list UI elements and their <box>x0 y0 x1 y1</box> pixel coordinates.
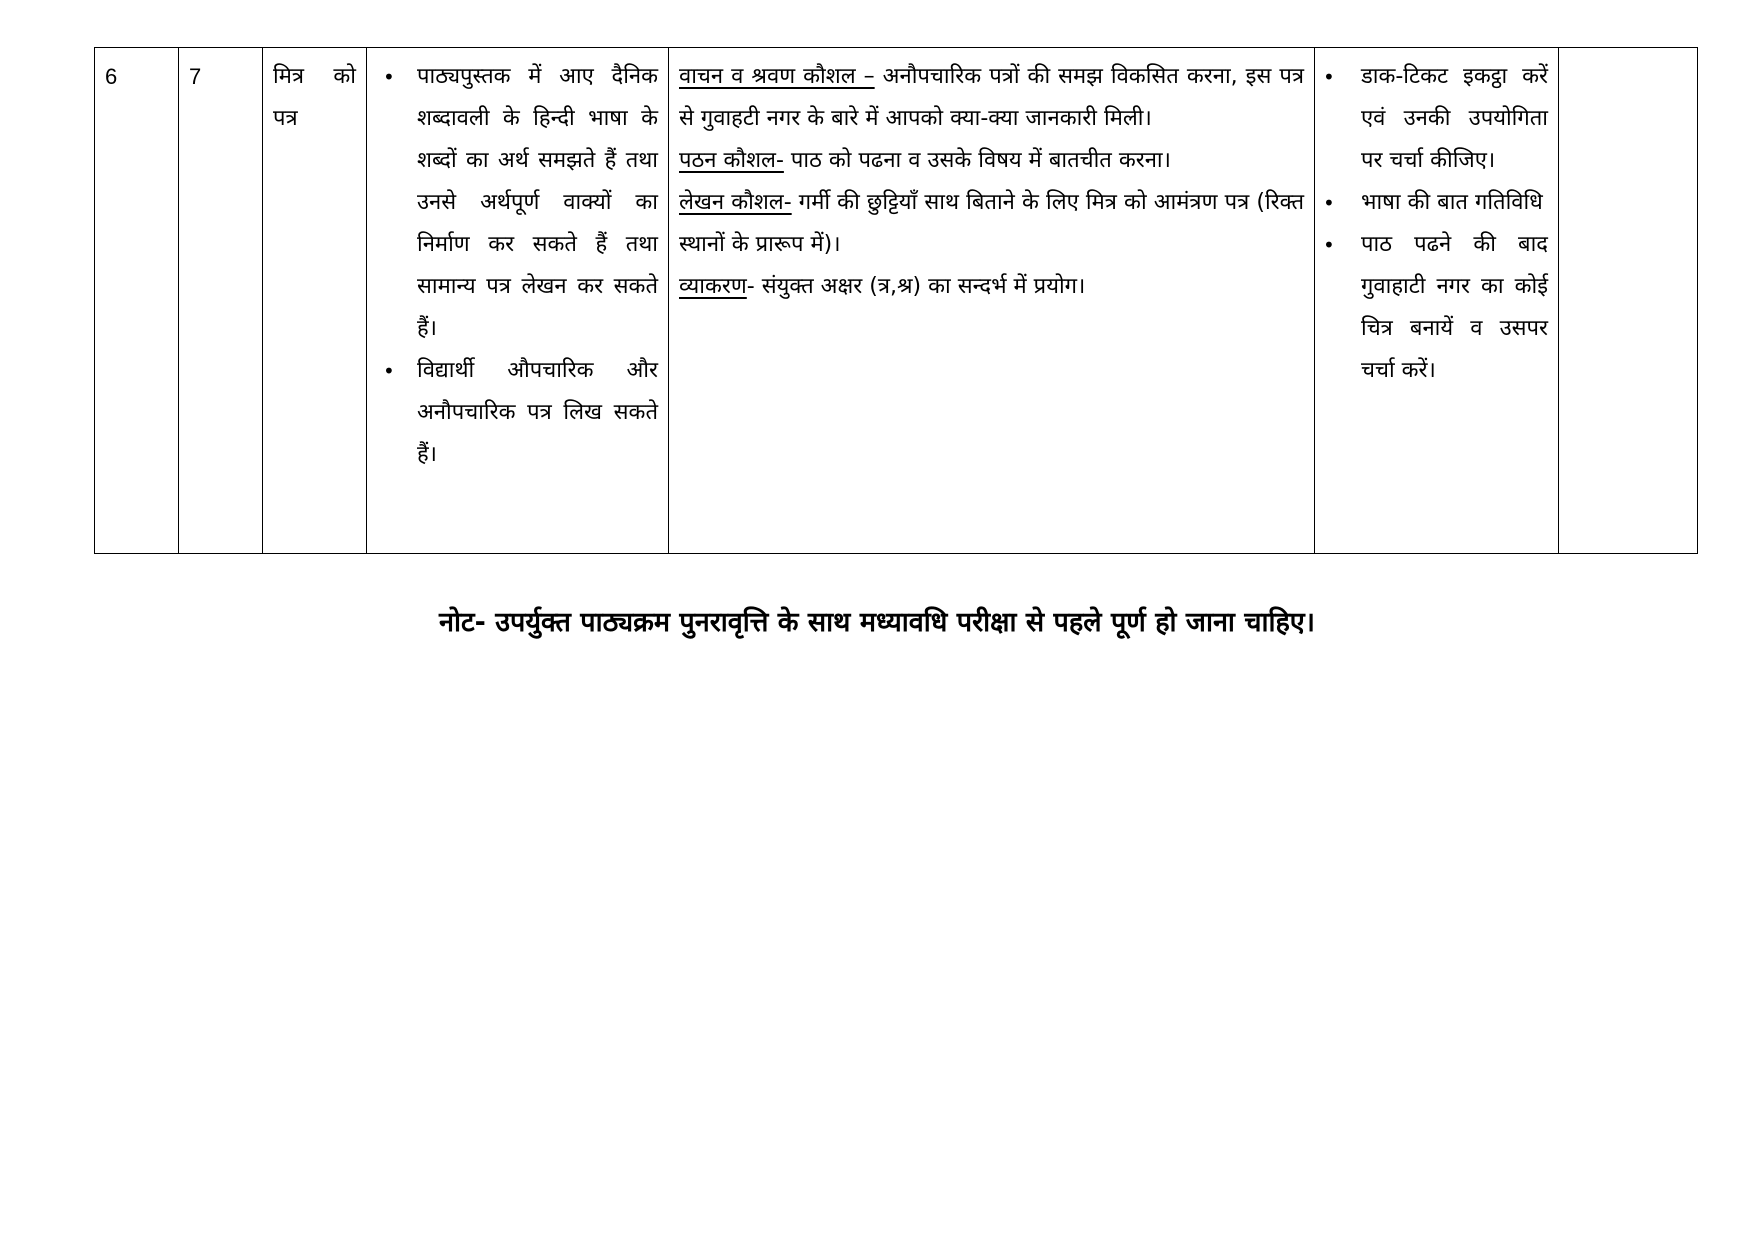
skill-text: अनौपचारिक पत्रों की समझ विकसित करना, इस पत्र से गुवाहटी नगर के बारे में आपको क्या-क्या जानकारी मिली। <box>679 64 1305 131</box>
skill-text: - संयुक्त अक्षर (त्र,श्र) का सन्दर्भ में प्रयोग। <box>746 274 1086 299</box>
lesson-name-cell <box>263 48 367 554</box>
syllabus-table <box>94 47 1698 554</box>
skill-text: पाठ को पढना व उसके विषय में बातचीत करना। <box>783 148 1171 173</box>
list-item <box>1325 182 1548 224</box>
activity-text: डाक-टिकट इकट्ठा करें एवं उनकी उपयोगिता पर चर्चा कीजिए। <box>1361 64 1548 173</box>
lesson-name: मित्र को पत्र <box>273 64 356 131</box>
skill-label: व्याकरण <box>679 274 747 299</box>
lesson-number: 7 <box>189 64 202 89</box>
remarks-cell <box>1559 48 1698 554</box>
learning-outcomes-list <box>377 56 658 476</box>
activities-cell <box>1315 48 1559 554</box>
serial-number-cell <box>95 48 179 554</box>
serial-number: 6 <box>105 64 118 89</box>
list-item <box>377 56 658 350</box>
list-item <box>1325 224 1548 392</box>
skill-label: पठन कौशल- <box>679 148 784 173</box>
activities-list <box>1325 56 1548 392</box>
syllabus-note: नोट- उपर्युक्त पाठ्यक्रम पुनरावृत्ति के साथ मध्यावधि परीक्षा से पहले पूर्ण हो जाना चाहिए। <box>439 607 1315 638</box>
outcome-text: विद्यार्थी औपचारिक और अनौपचारिक पत्र लिख सकते हैं। <box>417 358 658 467</box>
skills-cell <box>669 48 1315 554</box>
skill-writing <box>679 182 1304 266</box>
activity-text: पाठ पढने की बाद गुवाहाटी नगर का कोई चित्र बनायें व उसपर चर्चा करें। <box>1361 232 1548 383</box>
bullet-icon: • <box>383 65 395 89</box>
skill-reading <box>679 140 1304 182</box>
skill-grammar <box>679 266 1304 308</box>
bullet-icon: • <box>1323 191 1335 215</box>
skill-listening-speaking <box>679 56 1304 140</box>
outcome-text: पाठ्यपुस्तक में आए दैनिक शब्दावली के हिन्दी भाषा के शब्दों का अर्थ समझते हैं तथा उनसे अर्थपूर्ण वाक्यों का निर्माण कर सकते हैं तथा सामान्य पत्र लेखन कर सकते हैं। <box>417 64 658 341</box>
list-item <box>377 350 658 476</box>
bullet-icon: • <box>1323 65 1335 89</box>
skill-label: वाचन व श्रवण कौशल – <box>679 64 875 89</box>
skill-label: लेखन कौशल- <box>679 190 792 215</box>
lesson-number-cell <box>179 48 263 554</box>
skill-text: गर्मी की छुट्टियाँ साथ बिताने के लिए मित्र को आमंत्रण पत्र (रिक्त स्थानों के प्रारूप में)। <box>679 190 1304 257</box>
bullet-icon: • <box>383 359 395 383</box>
table-row <box>95 48 1698 554</box>
activity-text: भाषा की बात गतिविधि <box>1361 190 1543 215</box>
list-item <box>1325 56 1548 182</box>
learning-outcomes-cell <box>367 48 669 554</box>
bullet-icon: • <box>1323 233 1335 257</box>
